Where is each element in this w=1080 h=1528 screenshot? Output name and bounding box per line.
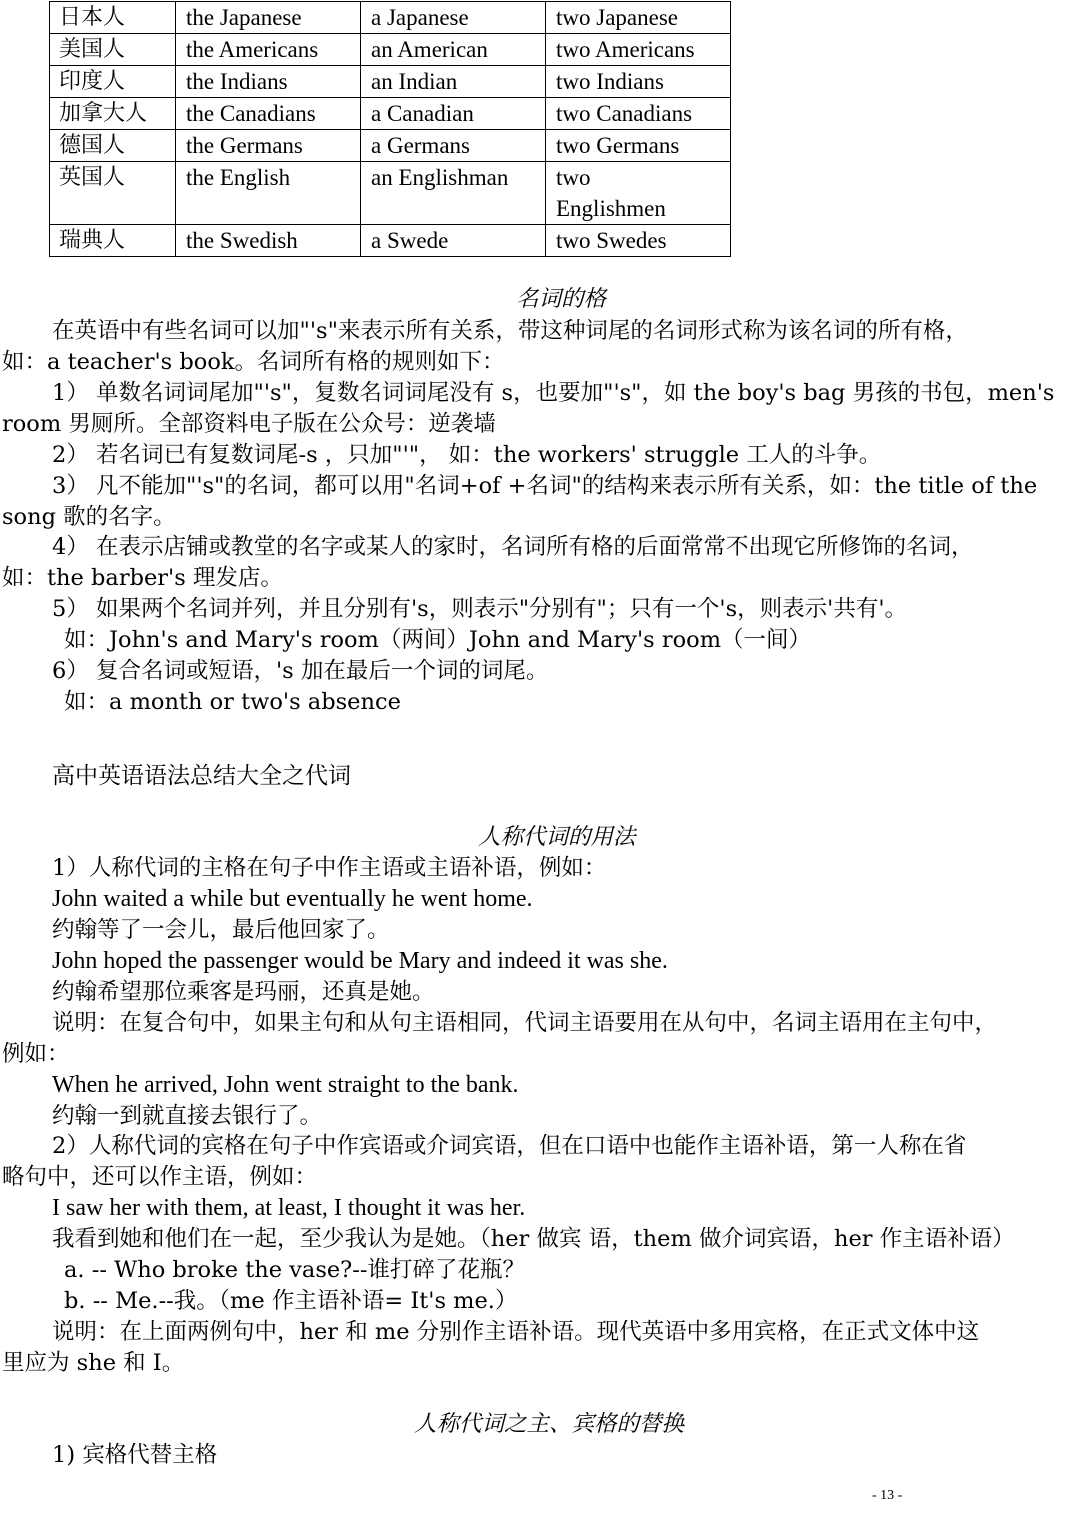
singular-form-cell: an Englishman <box>361 162 546 225</box>
paragraph-line: room 男厕所。全部资料电子版在公众号：逆袭墙 <box>2 411 496 437</box>
collective-form-cell: the Swedish <box>176 225 361 257</box>
example-dialogue-line: a. -- Who broke the vase?--谁打碎了花瓶？ <box>64 1257 525 1283</box>
chinese-term-cell: 美国人 <box>50 34 176 66</box>
example-sentence: I saw her with them, at least, I thought it was her. <box>52 1195 526 1221</box>
table-row <box>50 34 731 66</box>
translation-line: 约翰等了一会儿，最后他回家了。 <box>52 917 390 943</box>
translation-line: 我看到她和他们在一起，至少我认为是她。（her 做宾 语，them 做介词宾语，her 作主语补语） <box>52 1226 1015 1252</box>
table-row <box>50 66 731 98</box>
paragraph-line: 2） 若名词已有复数词尾-s ，只加"'"， 如：the workers' struggle 工人的斗争。 <box>52 442 882 468</box>
collective-form-cell: the Indians <box>176 66 361 98</box>
section-title-case-substitution: 人称代词之主、宾格的替换 <box>414 1411 685 1437</box>
example-sentence: When he arrived, John went straight to the bank. <box>52 1072 519 1098</box>
nationality-table <box>49 1 731 257</box>
paragraph-line: 5） 如果两个名词并列，并且分别有's，则表示"分别有"；只有一个's，则表示'共有'。 <box>52 596 908 622</box>
paragraph-line: 如：a month or two's absence <box>64 689 401 715</box>
singular-form-cell: a Germans <box>361 130 546 162</box>
example-sentence: John waited a while but eventually he went home. <box>52 886 533 912</box>
plural-form-cell: two Germans <box>546 130 731 162</box>
plural-form-cell: two Japanese <box>546 2 731 34</box>
table-row <box>50 2 731 34</box>
paragraph-line: 如：a teacher's book。名词所有格的规则如下： <box>2 349 505 375</box>
paragraph-line: 2）人称代词的宾格在句子中作宾语或介词宾语，但在口语中也能作主语补语，第一人称在省 <box>52 1133 967 1159</box>
table-row <box>50 98 731 130</box>
chinese-term-cell: 日本人 <box>50 2 176 34</box>
paragraph-line: 如：John's and Mary's room（两间）John and Mary's room（一间） <box>64 627 812 653</box>
singular-form-cell: an American <box>361 34 546 66</box>
translation-line: 约翰一到就直接去银行了。 <box>52 1103 323 1129</box>
plural-form-cell: two Indians <box>546 66 731 98</box>
collective-form-cell: the Japanese <box>176 2 361 34</box>
singular-form-cell: an Indian <box>361 66 546 98</box>
paragraph-line: 略句中，还可以作主语，例如： <box>2 1164 318 1190</box>
paragraph-line: 3） 凡不能加"'s"的名词，都可以用"名词+of +名词"的结构来表示所有关系，如：the title of the <box>52 473 1038 499</box>
collective-form-cell: the Americans <box>176 34 361 66</box>
singular-form-cell: a Japanese <box>361 2 546 34</box>
singular-form-cell: a Canadian <box>361 98 546 130</box>
translation-line: 约翰希望那位乘客是玛丽，还真是她。 <box>52 979 435 1005</box>
section-title-personal-pronouns: 人称代词的用法 <box>478 824 636 850</box>
plural-form-cell: two Swedes <box>546 225 731 257</box>
paragraph-line: 1）人称代词的主格在句子中作主语或主语补语，例如： <box>52 855 607 881</box>
chapter-heading: 高中英语语法总结大全之代词 <box>52 763 351 789</box>
section-title-possessive: 名词的格 <box>516 286 607 312</box>
paragraph-line: 里应为 she 和 I。 <box>2 1350 185 1376</box>
chinese-term-cell: 加拿大人 <box>50 98 176 130</box>
page-number: - 13 - <box>872 1488 903 1503</box>
chinese-term-cell: 德国人 <box>50 130 176 162</box>
paragraph-line: 6） 复合名词或短语，'s 加在最后一个词的词尾。 <box>52 658 549 684</box>
paragraph-line: 1) 宾格代替主格 <box>52 1442 218 1468</box>
paragraph-line: 4） 在表示店铺或教堂的名字或某人的家时，名词所有格的后面常常不出现它所修饰的名词， <box>52 534 974 560</box>
collective-form-cell: the English <box>176 162 361 225</box>
paragraph-line: 说明：在上面两例句中，her 和 me 分别作主语补语。现代英语中多用宾格，在正式文体中这 <box>52 1319 980 1345</box>
example-dialogue-line: b. -- Me.--我。（me 作主语补语= It's me.） <box>64 1288 518 1314</box>
plural-form-cell: two Canadians <box>546 98 731 130</box>
table-row <box>50 162 731 225</box>
paragraph-line: song 歌的名字。 <box>2 504 176 530</box>
paragraph-line: 例如： <box>2 1041 70 1067</box>
paragraph-line: 在英语中有些名词可以加"'s"来表示所有关系，带这种词尾的名词形式称为该名词的所有格， <box>52 318 968 344</box>
paragraph-line: 1） 单数名词词尾加"'s"，复数名词词尾没有 s，也要加"'s"，如 the boy's bag 男孩的书包，men's <box>52 380 1055 406</box>
paragraph-line: 如：the barber's 理发店。 <box>2 565 283 591</box>
chinese-term-cell: 瑞典人 <box>50 225 176 257</box>
collective-form-cell: the Canadians <box>176 98 361 130</box>
table-row <box>50 130 731 162</box>
plural-form-cell: two Americans <box>546 34 731 66</box>
collective-form-cell: the Germans <box>176 130 361 162</box>
table-row <box>50 225 731 257</box>
chinese-term-cell: 印度人 <box>50 66 176 98</box>
example-sentence: John hoped the passenger would be Mary and indeed it was she. <box>52 948 668 974</box>
singular-form-cell: a Swede <box>361 225 546 257</box>
paragraph-line: 说明：在复合句中，如果主句和从句主语相同，代词主语要用在从句中，名词主语用在主句中， <box>52 1010 998 1036</box>
chinese-term-cell: 英国人 <box>50 162 176 225</box>
plural-form-cell: two Englishmen <box>546 162 731 225</box>
